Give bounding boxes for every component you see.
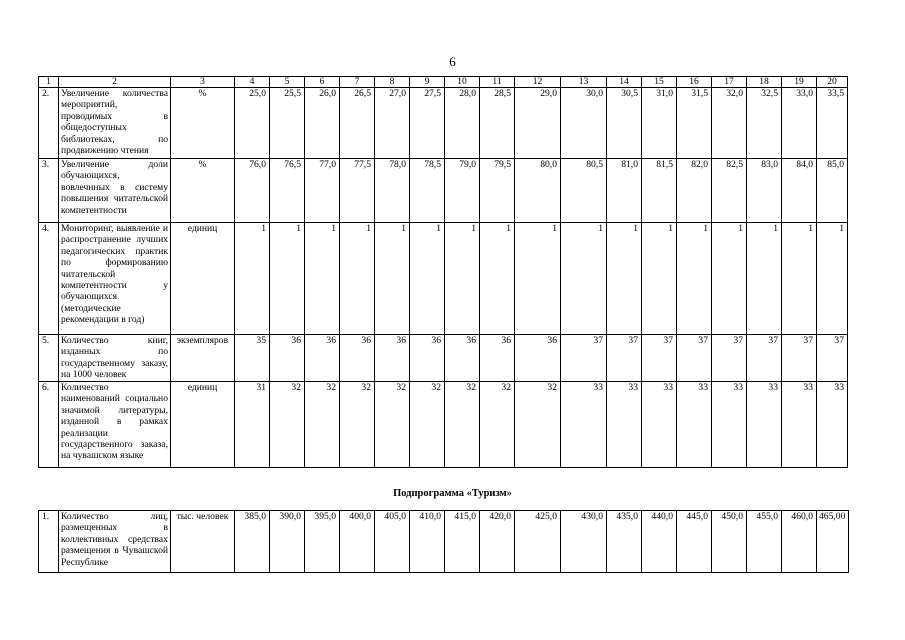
value-cell: 37 [607,335,642,382]
value-cell: 77,0 [305,159,340,223]
value-cell: 33 [747,382,782,468]
value-cell: 27,0 [375,88,410,159]
table-row [39,382,848,468]
value-cell: 1 [747,223,782,335]
value-cell: 32 [340,382,375,468]
header-cell: 18 [747,77,782,88]
value-cell: 36 [410,335,445,382]
value-cell: 29,0 [515,88,561,159]
value-cell: 465,00 [817,511,849,573]
value-cell: 35 [235,335,270,382]
value-cell: 25,0 [235,88,270,159]
value-cell: 25,5 [270,88,305,159]
value-cell: 1 [410,223,445,335]
value-cell: 33 [607,382,642,468]
value-cell: 405,0 [375,511,410,573]
value-cell: 445,0 [677,511,712,573]
value-cell: 33 [817,382,848,468]
value-cell: 30,5 [607,88,642,159]
header-cell: 11 [480,77,515,88]
header-cell: 12 [515,77,561,88]
value-cell: 37 [642,335,677,382]
indicator-cell: Количество лиц, размещенных в коллективных средствах размещения в Чувашской Республике [59,511,171,573]
value-cell: 32,5 [747,88,782,159]
value-cell: 435,0 [607,511,642,573]
value-cell: 78,0 [375,159,410,223]
value-cell: 80,0 [515,159,561,223]
value-cell: 82,0 [677,159,712,223]
value-cell: 36 [375,335,410,382]
value-cell: 1 [515,223,561,335]
row-number: 2. [39,88,59,159]
unit-cell: единиц [171,382,235,468]
value-cell: 36 [270,335,305,382]
row-number: 5. [39,335,59,382]
value-cell: 32 [445,382,480,468]
value-cell: 420,0 [480,511,515,573]
value-cell: 76,0 [235,159,270,223]
value-cell: 1 [305,223,340,335]
table-row [39,335,848,382]
value-cell: 32 [480,382,515,468]
unit-cell: экземпляров [171,335,235,382]
value-cell: 395,0 [305,511,340,573]
value-cell: 1 [561,223,607,335]
value-cell: 440,0 [642,511,677,573]
unit-cell: % [171,88,235,159]
value-cell: 33,0 [782,88,817,159]
table-row [39,88,848,159]
value-cell: 32 [410,382,445,468]
value-cell: 430,0 [561,511,607,573]
value-cell: 1 [677,223,712,335]
header-cell: 17 [712,77,747,88]
value-cell: 79,0 [445,159,480,223]
value-cell: 1 [712,223,747,335]
table-row [39,159,848,223]
value-cell: 36 [340,335,375,382]
header-cell: 20 [817,77,848,88]
table-row [39,223,848,335]
header-cell: 1 [39,77,59,88]
value-cell: 1 [642,223,677,335]
value-cell: 37 [677,335,712,382]
value-cell: 85,0 [817,159,848,223]
value-cell: 1 [445,223,480,335]
indicator-cell: Количество наименований социально значимой литературы, изданной в рамках реализации государственного заказа, на чувашском языке [59,382,171,468]
value-cell: 33 [782,382,817,468]
value-cell: 33 [712,382,747,468]
header-cell: 5 [270,77,305,88]
value-cell: 1 [270,223,305,335]
header-cell: 2 [59,77,171,88]
value-cell: 31,5 [677,88,712,159]
value-cell: 36 [515,335,561,382]
value-cell: 400,0 [340,511,375,573]
indicator-cell: Количество книг, изданных по государственному заказу, на 1000 человек [59,335,171,382]
indicator-cell: Увеличение количества мероприятий, проводимых в общедоступных библиотеках, по продвижению чтения [59,88,171,159]
value-cell: 1 [480,223,515,335]
value-cell: 390,0 [270,511,305,573]
value-cell: 33 [561,382,607,468]
indicator-cell: Мониторинг, выявление и распространение лучших педагогических практик по формированию читательской компетентности у обучающихся (методические рекомендации в год) [59,223,171,335]
value-cell: 33 [642,382,677,468]
value-cell: 32 [305,382,340,468]
value-cell: 425,0 [515,511,561,573]
value-cell: 82,5 [712,159,747,223]
value-cell: 1 [235,223,270,335]
value-cell: 1 [340,223,375,335]
value-cell: 1 [782,223,817,335]
value-cell: 410,0 [410,511,445,573]
header-cell: 3 [171,77,235,88]
indicator-cell: Увеличение доли обучающихся, вовлечнных в систему повышения читательской компетентности [59,159,171,223]
value-cell: 33,5 [817,88,848,159]
value-cell: 37 [561,335,607,382]
value-cell: 37 [817,335,848,382]
value-cell: 32 [270,382,305,468]
value-cell: 28,5 [480,88,515,159]
value-cell: 455,0 [747,511,782,573]
value-cell: 36 [480,335,515,382]
header-cell: 19 [782,77,817,88]
unit-cell: тыс. человек [171,511,235,573]
header-cell: 8 [375,77,410,88]
value-cell: 1 [607,223,642,335]
row-number: 3. [39,159,59,223]
unit-cell: единиц [171,223,235,335]
indicators-table [38,76,848,468]
page-number: 6 [449,54,456,69]
row-number: 1. [39,511,59,573]
header-row [39,77,848,88]
value-cell: 27,5 [410,88,445,159]
value-cell: 81,0 [607,159,642,223]
subprogram-title: Подпрограмма «Туризм» [393,488,512,499]
value-cell: 79,5 [480,159,515,223]
header-cell: 13 [561,77,607,88]
header-cell: 16 [677,77,712,88]
value-cell: 78,5 [410,159,445,223]
unit-cell: % [171,159,235,223]
value-cell: 33 [677,382,712,468]
value-cell: 83,0 [747,159,782,223]
value-cell: 32 [375,382,410,468]
value-cell: 450,0 [712,511,747,573]
value-cell: 77,5 [340,159,375,223]
value-cell: 37 [747,335,782,382]
value-cell: 36 [445,335,480,382]
header-cell: 15 [642,77,677,88]
value-cell: 81,5 [642,159,677,223]
header-cell: 9 [410,77,445,88]
value-cell: 32,0 [712,88,747,159]
value-cell: 460,0 [782,511,817,573]
value-cell: 84,0 [782,159,817,223]
header-cell: 4 [235,77,270,88]
value-cell: 26,5 [340,88,375,159]
value-cell: 385,0 [235,511,270,573]
header-cell: 10 [445,77,480,88]
value-cell: 31,0 [642,88,677,159]
value-cell: 28,0 [445,88,480,159]
row-number: 4. [39,223,59,335]
value-cell: 415,0 [445,511,480,573]
value-cell: 32 [515,382,561,468]
header-cell: 6 [305,77,340,88]
value-cell: 36 [305,335,340,382]
value-cell: 37 [712,335,747,382]
tourism-table [38,510,849,573]
header-cell: 7 [340,77,375,88]
value-cell: 30,0 [561,88,607,159]
value-cell: 37 [782,335,817,382]
table-row [39,511,849,573]
value-cell: 31 [235,382,270,468]
value-cell: 26,0 [305,88,340,159]
value-cell: 1 [375,223,410,335]
header-cell: 14 [607,77,642,88]
value-cell: 76,5 [270,159,305,223]
row-number: 6. [39,382,59,468]
value-cell: 80,5 [561,159,607,223]
value-cell: 1 [817,223,848,335]
